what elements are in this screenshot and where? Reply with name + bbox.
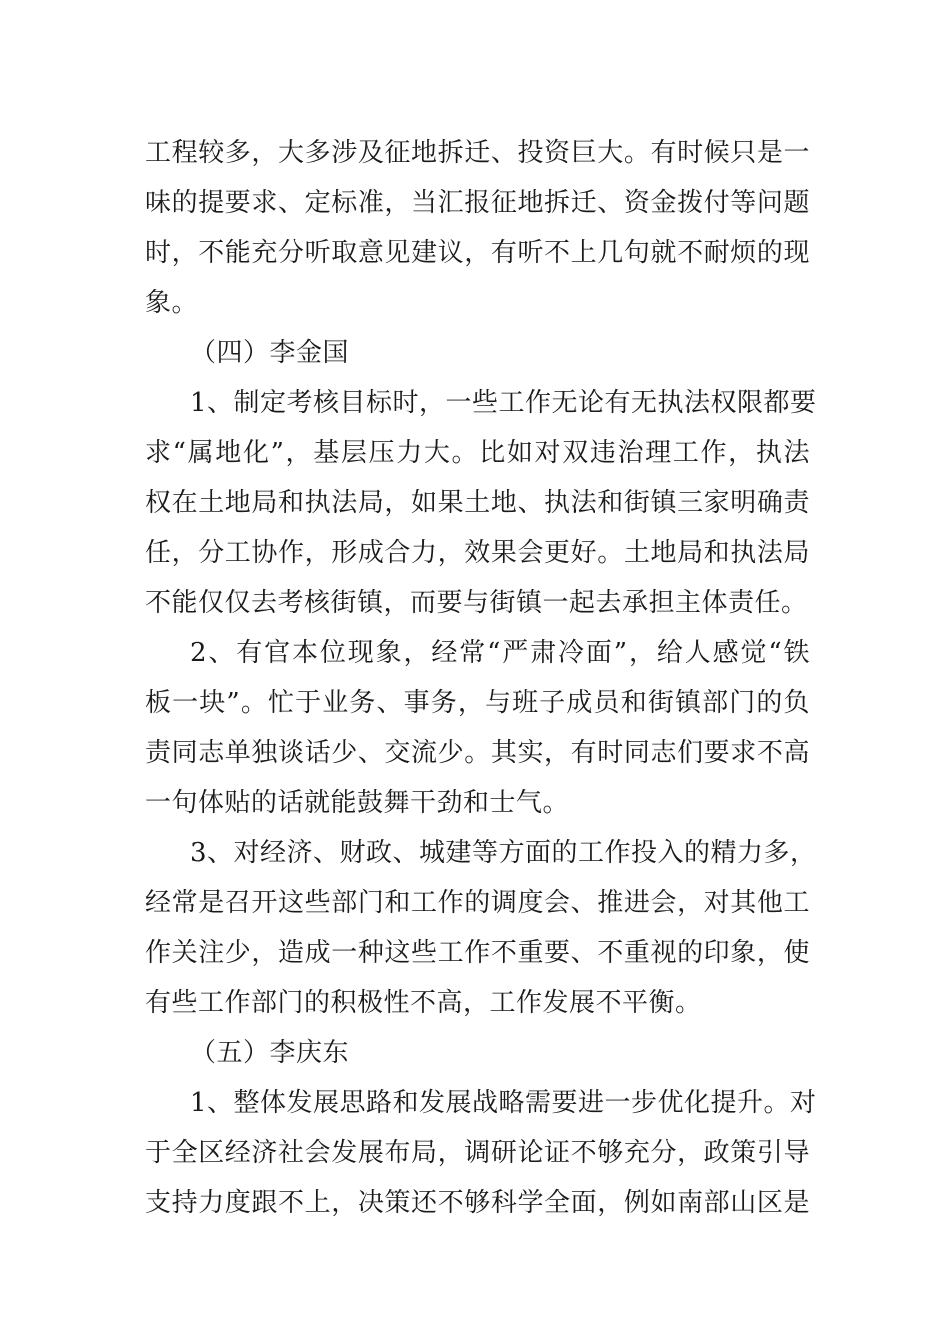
paragraph-3-line-1: 3、对经济、财政、城建等方面的工作投入的精力多，: [190, 838, 817, 868]
paragraph-3-line-4: 有些工作部门的积极性不高，工作发展不平衡。: [145, 988, 702, 1018]
paragraph-2-line-1: 2、有官本位现象，经常“严肃冷面”，给人感觉“铁: [190, 638, 810, 668]
paragraph-1-line-4: 任，分工协作，形成合力，效果会更好。土地局和执法局: [145, 538, 810, 568]
section-heading-5: （五）李庆东: [190, 1038, 350, 1068]
paragraph-1-line-2: 求“属地化”，基层压力大。比如对双违治理工作，执法: [145, 438, 810, 468]
text-line-2: 味的提要求、定标准，当汇报征地拆迁、资金拨付等问题: [145, 188, 810, 218]
paragraph-1-line-3: 权在土地局和执法局，如果土地、执法和街镇三家明确责: [145, 488, 810, 518]
paragraph-1-line-1: 1、制定考核目标时，一些工作无论有无执法权限都要: [190, 388, 817, 418]
text-line-4: 象。: [145, 288, 199, 318]
paragraph-2-line-3: 责同志单独谈话少、交流少。其实，有时同志们要求不高: [145, 738, 810, 768]
paragraph-3-line-2: 经常是召开这些部门和工作的调度会、推进会，对其他工: [145, 888, 810, 918]
paragraph-4-line-3: 支持力度跟不上，决策还不够科学全面，例如南部山区是: [145, 1188, 810, 1218]
text-line-1: 工程较多，大多涉及征地拆迁、投资巨大。有时候只是一: [145, 138, 810, 168]
paragraph-3-line-3: 作关注少，造成一种这些工作不重要、不重视的印象，使: [145, 938, 810, 968]
paragraph-2-line-4: 一句体贴的话就能鼓舞干劲和士气。: [145, 788, 570, 818]
paragraph-1-line-5: 不能仅仅去考核街镇，而要与街镇一起去承担主体责任。: [145, 588, 808, 618]
paragraph-4-line-1: 1、整体发展思路和发展战略需要进一步优化提升。对: [190, 1088, 817, 1118]
text-line-3: 时，不能充分听取意见建议，有听不上几句就不耐烦的现: [145, 238, 810, 268]
section-heading-4: （四）李金国: [190, 338, 350, 368]
paragraph-4-line-2: 于全区经济社会发展布局，调研论证不够充分，政策引导: [145, 1138, 810, 1168]
paragraph-2-line-2: 板一块”。忙于业务、事务，与班子成员和街镇部门的负: [145, 688, 810, 718]
